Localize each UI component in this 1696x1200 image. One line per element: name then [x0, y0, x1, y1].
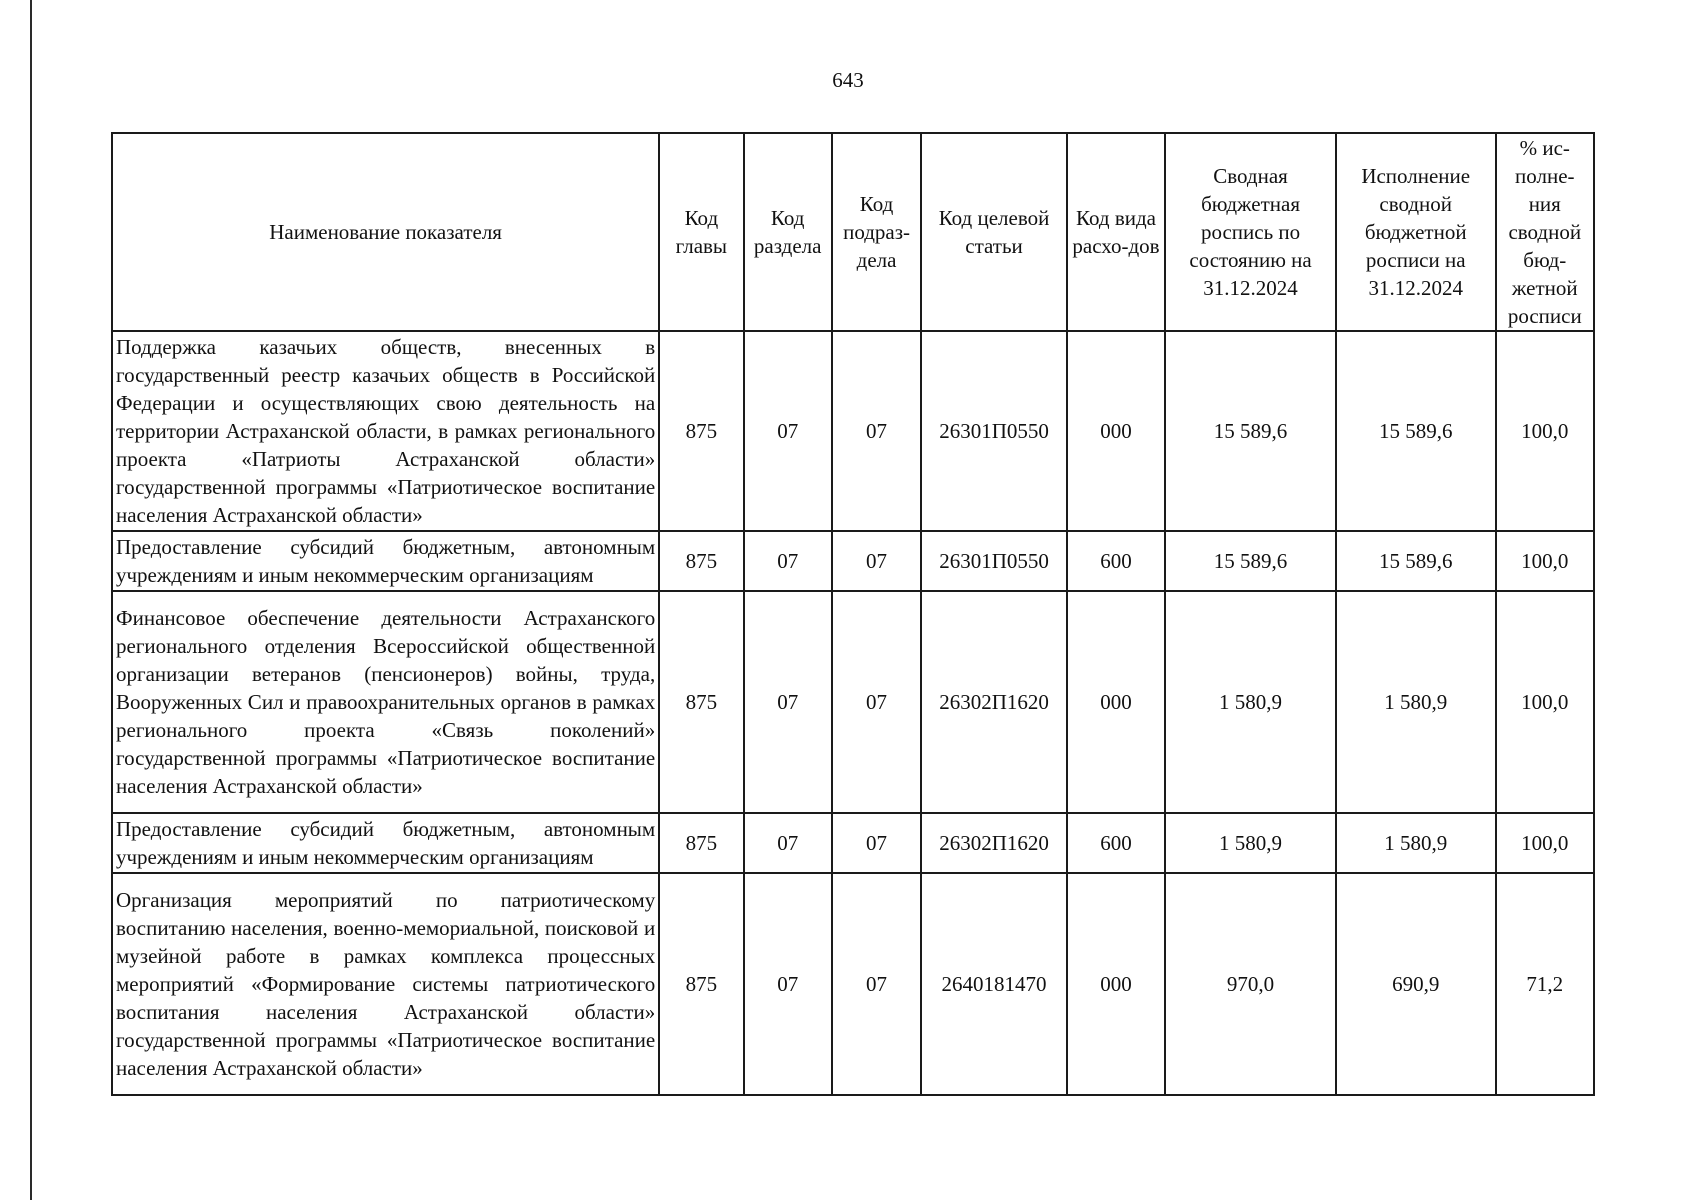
- row-chapter: 875: [659, 873, 743, 1095]
- header-subsection-code: Код подраз-дела: [832, 133, 921, 331]
- row-target: 2640181470: [921, 873, 1067, 1095]
- row-subsection: 07: [832, 813, 921, 873]
- header-chapter-code: Код главы: [659, 133, 743, 331]
- row-target: 26302П1620: [921, 591, 1067, 813]
- row-name: Предоставление субсидий бюджетным, автономным учреждениям и иным некоммерческим организациям: [112, 813, 659, 873]
- page-number: 643: [832, 68, 864, 92]
- row-section: 07: [744, 591, 832, 813]
- table-header-row: [112, 133, 1594, 331]
- header-name: Наименование показателя: [112, 133, 659, 331]
- row-target: 26301П0550: [921, 531, 1067, 591]
- row-chapter: 875: [659, 591, 743, 813]
- row-section: 07: [744, 531, 832, 591]
- row-subsection: 07: [832, 591, 921, 813]
- table-row: [112, 591, 1594, 813]
- table-row: [112, 331, 1594, 531]
- row-plan: 15 589,6: [1165, 331, 1336, 531]
- header-plan: Сводная бюджетная роспись по состоянию на 31.12.2024: [1165, 133, 1336, 331]
- row-expense: 000: [1067, 873, 1165, 1095]
- header-section-code: Код раздела: [744, 133, 832, 331]
- row-target: 26301П0550: [921, 331, 1067, 531]
- row-execution: 15 589,6: [1336, 531, 1496, 591]
- header-expense-type-code: Код вида расхо-дов: [1067, 133, 1165, 331]
- row-expense: 600: [1067, 531, 1165, 591]
- row-plan: 1 580,9: [1165, 813, 1336, 873]
- row-percent: 100,0: [1496, 813, 1594, 873]
- row-plan: 15 589,6: [1165, 531, 1336, 591]
- row-execution: 1 580,9: [1336, 813, 1496, 873]
- table-row: [112, 813, 1594, 873]
- row-percent: 71,2: [1496, 873, 1594, 1095]
- row-chapter: 875: [659, 531, 743, 591]
- table-row: [112, 873, 1594, 1095]
- row-expense: 600: [1067, 813, 1165, 873]
- row-execution: 1 580,9: [1336, 591, 1496, 813]
- row-percent: 100,0: [1496, 331, 1594, 531]
- table-row: [112, 531, 1594, 591]
- row-subsection: 07: [832, 331, 921, 531]
- row-expense: 000: [1067, 331, 1165, 531]
- row-execution: 690,9: [1336, 873, 1496, 1095]
- row-plan: 1 580,9: [1165, 591, 1336, 813]
- row-section: 07: [744, 873, 832, 1095]
- row-execution: 15 589,6: [1336, 331, 1496, 531]
- row-chapter: 875: [659, 813, 743, 873]
- budget-execution-table: [111, 132, 1595, 1096]
- row-subsection: 07: [832, 873, 921, 1095]
- row-section: 07: [744, 331, 832, 531]
- header-target-code: Код целевой статьи: [921, 133, 1067, 331]
- row-name: Финансовое обеспечение деятельности Астраханского регионального отделения Всероссийской общественной организации ветеранов (пенсионеров) войны, труда, Вооруженных Сил и правоохранительных органов в рамках регионального проекта «Связь поколений» государственной программы «Патриотическое воспитание населения Астраханской области»: [112, 591, 659, 813]
- row-name: Организация мероприятий по патриотическому воспитанию населения, военно-мемориальной, поисковой и музейной работе в рамках комплекса процессных мероприятий «Формирование системы патриотического воспитания населения Астраханской области» государственной программы «Патриотическое воспитание населения Астраханской области»: [112, 873, 659, 1095]
- row-percent: 100,0: [1496, 591, 1594, 813]
- row-chapter: 875: [659, 331, 743, 531]
- row-target: 26302П1620: [921, 813, 1067, 873]
- row-expense: 000: [1067, 591, 1165, 813]
- scan-edge-line: [30, 0, 32, 1200]
- header-execution: Исполнение сводной бюджетной росписи на 31.12.2024: [1336, 133, 1496, 331]
- row-subsection: 07: [832, 531, 921, 591]
- row-name: Предоставление субсидий бюджетным, автономным учреждениям и иным некоммерческим организациям: [112, 531, 659, 591]
- row-name: Поддержка казачьих обществ, внесенных в государственный реестр казачьих обществ в Российской Федерации и осуществляющих свою деятельность на территории Астраханской области, в рамках регионального проекта «Патриоты Астраханской области» государственной программы «Патриотическое воспитание населения Астраханской области»: [112, 331, 659, 531]
- header-percent: % ис-полне-ния сводной бюд-жетной росписи: [1496, 133, 1594, 331]
- row-section: 07: [744, 813, 832, 873]
- row-plan: 970,0: [1165, 873, 1336, 1095]
- row-percent: 100,0: [1496, 531, 1594, 591]
